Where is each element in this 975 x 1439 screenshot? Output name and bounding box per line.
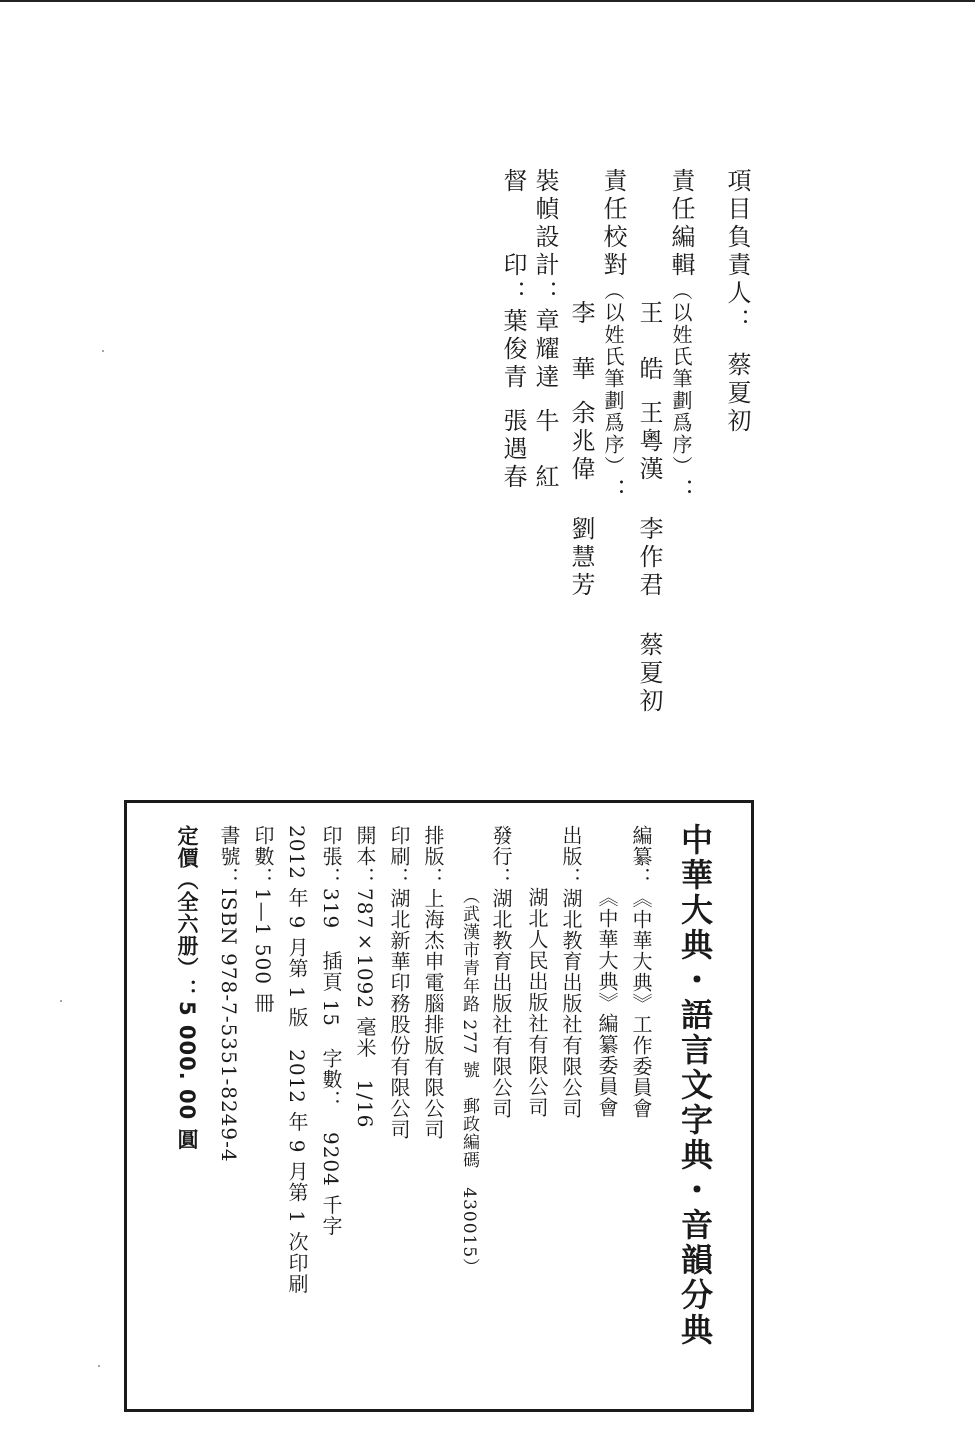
- field-key: 書號：: [217, 825, 241, 888]
- distributor-line-1: [487, 825, 515, 1119]
- scan-speck: [98, 1365, 100, 1367]
- credit-proofreaders-label: 責任校對（以姓氏筆劃爲序）：: [599, 168, 627, 506]
- credit-name: 王粵漢: [635, 400, 663, 484]
- credit-label: 督 印：: [499, 168, 527, 308]
- field-value: 1—1 500 冊: [251, 888, 275, 1014]
- book-title: 中華大典・語言文字典・音韻分典: [676, 823, 714, 1348]
- field-value: 湖北新華印務股份有限公司: [387, 888, 411, 1140]
- price-line: [173, 825, 201, 1151]
- field-value: 2012 年 9 月第 1 版 2012 年 9 月第 1 次印刷: [285, 825, 309, 1295]
- credit-name: 牛 紅: [531, 408, 559, 492]
- scan-speck: [102, 350, 104, 352]
- printing-line: [385, 825, 413, 1140]
- credit-label: 項目負責人：: [723, 168, 751, 336]
- compiler-line-2: [593, 887, 621, 1118]
- credit-supervision: [498, 168, 528, 492]
- credit-editors-label: 責任編輯（以姓氏筆劃爲序）：: [667, 168, 695, 506]
- credit-name: 劉慧芳: [567, 516, 595, 600]
- field-key: 印張：: [319, 825, 343, 888]
- credit-name: 王 皓: [635, 300, 663, 384]
- credit-name: 余兆偉: [567, 400, 595, 484]
- field-value: 湖北教育出版社有限公司: [489, 888, 513, 1119]
- field-key: 開本：: [353, 825, 377, 888]
- field-value: 湖北教育出版社有限公司: [559, 888, 583, 1119]
- credit-editors-names: [634, 300, 664, 716]
- edition-line: [283, 825, 311, 1294]
- field-key: 定價（全六册）：: [175, 825, 199, 1001]
- credit-name: 蔡夏初: [635, 632, 663, 716]
- credit-name: 蔡夏初: [723, 352, 751, 436]
- colophon-box: [124, 800, 754, 1412]
- top-border-rule: [0, 0, 975, 2]
- field-key: 編纂：: [629, 825, 653, 888]
- compiler-line-1: [627, 825, 655, 1119]
- field-value: 787×1092 毫米 1/16: [353, 888, 377, 1129]
- field-key: 印刷：: [387, 825, 411, 888]
- field-value: ISBN 978-7-5351-8249-4: [217, 888, 241, 1163]
- credit-note: （以姓氏筆劃爲序）: [669, 280, 693, 478]
- isbn-line: [215, 825, 243, 1163]
- scan-speck: [60, 1000, 62, 1002]
- credit-note: （以姓氏筆劃爲序）: [601, 280, 625, 478]
- distributor-address: （武漢市青年路 277 號 郵政編碼 430015）: [459, 887, 479, 1277]
- typesetting-line: [419, 825, 447, 1140]
- credit-design: [530, 168, 560, 492]
- field-key: 排版：: [421, 825, 445, 888]
- field-value: 5 000. 00 圓: [175, 1001, 199, 1151]
- credit-name: 李 華: [567, 300, 595, 384]
- sheets-line: [317, 825, 345, 1236]
- credit-name: 張遇春: [499, 408, 527, 492]
- format-line: [351, 825, 379, 1128]
- publisher-line-1: [557, 825, 585, 1119]
- credit-label: 裝幀設計：: [531, 168, 559, 308]
- field-value: 319 插頁 15 字數： 9204 千字: [319, 888, 343, 1237]
- credit-name: 李作君: [635, 516, 663, 600]
- credit-name: 章耀達: [531, 308, 559, 392]
- credit-name: 葉俊青: [499, 308, 527, 392]
- field-value: 上海杰申電腦排版有限公司: [421, 888, 445, 1140]
- field-value: 《中華大典》工作委員會: [629, 888, 653, 1119]
- credit-project-lead: [722, 168, 752, 436]
- credit-proofreaders-names: [566, 300, 596, 600]
- print-run-line: [249, 825, 277, 1013]
- field-value: 湖北人民出版社有限公司: [525, 887, 549, 1118]
- field-key: 出版：: [559, 825, 583, 888]
- field-value: 《中華大典》編纂委員會: [595, 887, 619, 1118]
- field-key: 發行：: [489, 825, 513, 888]
- field-key: 印數：: [251, 825, 275, 888]
- publisher-line-2: [523, 887, 551, 1118]
